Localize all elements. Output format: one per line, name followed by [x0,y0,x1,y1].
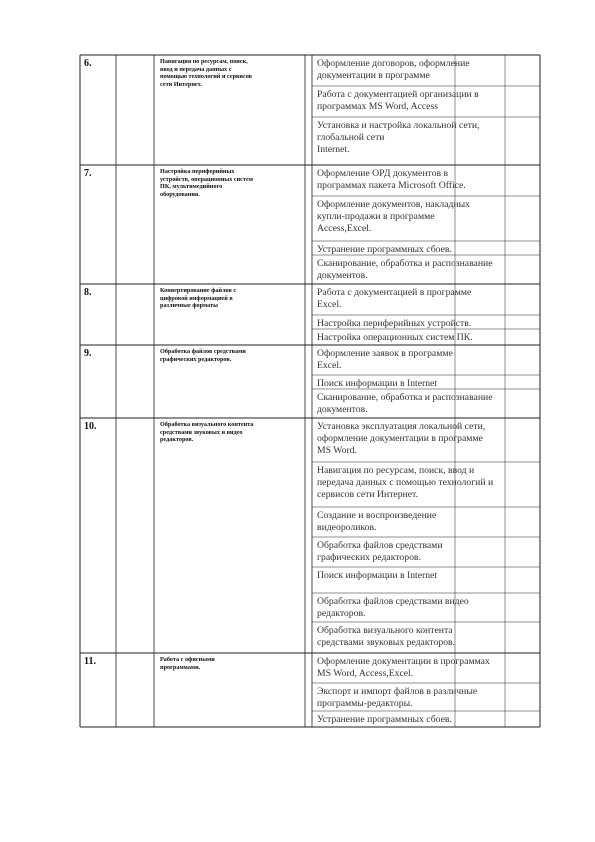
row-topic: Навигация по ресурсам, поиск, ввод и передача данных с помощью технологий и сервисов сети Интернет. [160,58,252,88]
row-number: 8. [84,287,92,298]
row-topic: Работа с офисными программами. [160,656,215,671]
task-item: Создание и воспроизведение видеороликов. [317,510,437,533]
task-item: Обработка визуального контента средствами звуковых редакторов. [317,625,456,648]
task-item: Работа с документацией организации в программах MS Word, Access [317,89,479,112]
task-item: Устранение программных сбоев. [317,244,452,255]
task-item: Оформление ОРД документов в программах пакета Microsoft Office. [317,168,466,191]
row-number: 7. [84,168,92,179]
task-item: Обработка файлов средствами графических редакторов. [317,540,443,563]
row-topic: Обработка визуального контента средствами звуковых и видео редакторов. [160,421,254,444]
task-item: Настройка периферийных устройств. [317,318,472,329]
row-topic: Настройка периферийных устройств, операционных систем ПК, мультимедийного оборудования. [160,168,253,198]
row-topic: Обработка файлов средствами графических редакторов. [160,348,246,363]
task-item: Экспорт и импорт файлов в различные программы-редакторы. [317,686,478,709]
task-item: Оформление договоров, оформление документации в программе [317,58,470,81]
task-item: Навигация по ресурсам, поиск, ввод и передача данных с помощью технологий и сервисов сети Интернет. [317,465,494,500]
task-item: Установка эксплуатация локальной сети, оформление документации в программе MS Word. [317,421,486,456]
task-item: Оформление документов, накладных купли-продажи в программе Access,Excel. [317,199,470,234]
row-number: 6. [84,58,92,69]
task-item: Установка и настройка локальной сети, глобальной сети Internet. [317,120,480,155]
task-item: Поиск информации в Internet [317,570,438,581]
task-item: Сканирование, обработка и распознавание документов. [317,258,493,281]
row-number: 11. [84,656,96,667]
task-item: Устранение программных сбоев. [317,714,452,725]
task-item: Настройка операционных систем ПК. [317,332,473,343]
row-number: 10. [84,421,97,432]
task-item: Оформление документации в программах MS Word, Access,Excel. [317,656,490,679]
task-item: Работа с документацией в программе Excel. [317,287,472,310]
task-item: Обработка файлов средствами видео редакторов. [317,596,469,619]
row-number: 9. [84,348,92,359]
task-item: Оформление заявок в программе Excel. [317,348,453,371]
row-topic: Конвертирование файлов с цифровой информацией в различные форматы [160,287,237,310]
task-item: Поиск информации в Internet [317,378,438,389]
task-item: Сканирование, обработка и распознавание документов. [317,392,493,415]
